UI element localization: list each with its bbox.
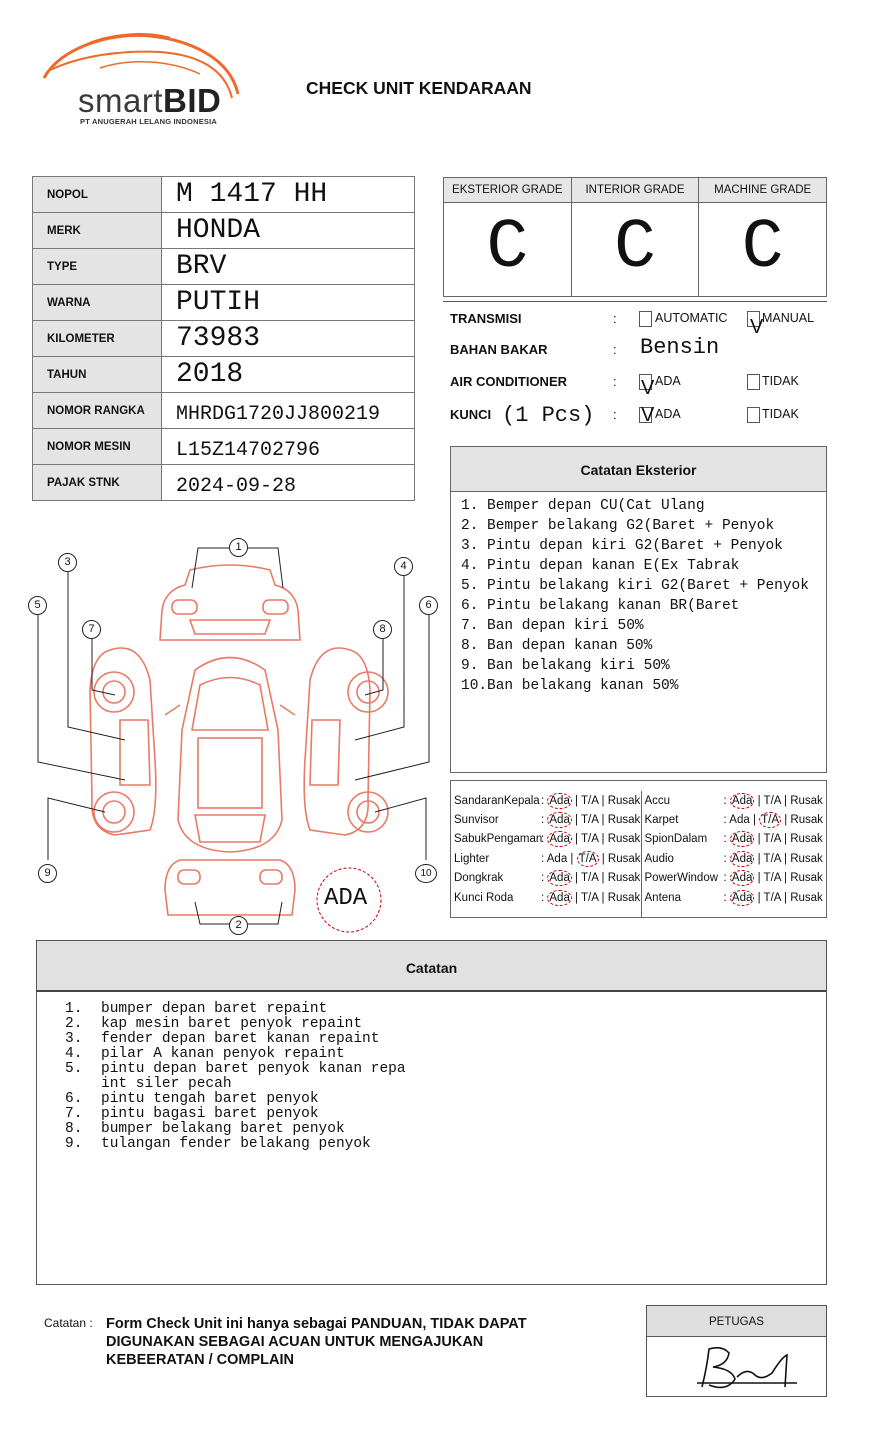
accessory-name: Audio — [644, 852, 674, 865]
divider — [443, 301, 827, 302]
item-number: 7. — [461, 618, 479, 634]
list-item — [461, 496, 826, 516]
item-number: 5. — [461, 578, 479, 594]
item-text: Ban belakang kanan 50% — [487, 678, 679, 694]
item-text: Pintu belakang kanan BR(Baret — [487, 598, 740, 614]
info-value: L15Z14702796 — [162, 429, 415, 465]
item-number: 2. — [461, 518, 479, 534]
footer-label: Catatan : — [44, 1316, 93, 1330]
ac-ada-label: ADA — [655, 374, 681, 388]
accessory-row — [642, 869, 826, 888]
info-label: TYPE — [33, 249, 162, 285]
item-text: pintu tengah baret penyok — [101, 1091, 319, 1107]
accessory-option[interactable]: Ada — [729, 814, 750, 827]
kunci-tidak-label: TIDAK — [762, 407, 799, 421]
item-text: bumper depan baret repaint — [101, 1001, 328, 1017]
accessory-name: SandaranKepala — [454, 794, 540, 807]
accessory-option[interactable]: Rusak — [790, 794, 823, 807]
kunci-ada-label: ADA — [655, 407, 681, 421]
item-number: 10. — [461, 678, 488, 694]
info-value: 2018 — [162, 357, 415, 393]
accessories-right-column — [642, 791, 826, 917]
item-text: Bemper depan CU(Cat Ulang — [487, 498, 705, 514]
accessory-option[interactable]: T/A — [763, 852, 781, 865]
accessory-row — [451, 888, 641, 907]
info-row — [33, 249, 415, 285]
accessory-name: Antena — [644, 891, 681, 904]
accessory-name: Kunci Roda — [454, 891, 514, 904]
list-item — [461, 636, 826, 656]
accessory-name: PowerWindow — [644, 872, 719, 885]
accessory-options: : Ada | T/A | Rusak — [541, 814, 641, 827]
list-item — [461, 676, 826, 696]
item-number: 8. — [461, 638, 479, 654]
colon: : — [613, 374, 617, 389]
accessory-name: Karpet — [644, 814, 679, 827]
accessory-row — [642, 888, 826, 907]
logo-wordmark: smartBID — [78, 82, 222, 119]
list-item — [461, 536, 826, 556]
accessory-option[interactable]: Ada — [731, 891, 753, 904]
exterior-notes-list — [451, 492, 826, 696]
item-number: 6. — [65, 1091, 83, 1107]
accessory-option[interactable]: T/A — [581, 814, 599, 827]
list-item — [461, 596, 826, 616]
info-row — [33, 465, 415, 501]
accessory-options: : Ada | T/A | Rusak — [723, 814, 824, 827]
item-number: 3. — [461, 538, 479, 554]
info-label: NOPOL — [33, 177, 162, 213]
accessory-option[interactable]: Ada — [546, 852, 568, 865]
footer-disclaimer: Form Check Unit ini hanya sebagai PANDUAN, TIDAK DAPAT DIGUNAKAN SEBAGAI ACUAN UNTUK MENGAJUKAN KEBEERATAN / COMPLAIN — [106, 1316, 527, 1368]
marker-8: 8 — [373, 620, 392, 639]
accessory-option[interactable]: Ada — [549, 891, 570, 904]
document-title: CHECK UNIT KENDARAAN — [306, 78, 532, 98]
accessory-option[interactable]: T/A — [763, 872, 781, 885]
item-text: Ban belakang kiri 50% — [487, 658, 670, 674]
marker-5: 5 — [28, 596, 47, 615]
exterior-notes-panel — [450, 446, 827, 773]
petugas-box — [646, 1305, 827, 1397]
accessory-row — [451, 791, 641, 810]
item-number: 2. — [65, 1016, 83, 1032]
accessory-option[interactable]: Ada — [731, 794, 753, 807]
accessory-name: Accu — [644, 794, 671, 807]
accessory-option[interactable]: T/A — [581, 872, 599, 885]
grade-value: C — [614, 209, 657, 288]
info-row — [33, 213, 415, 249]
info-row — [33, 285, 415, 321]
list-item — [65, 1002, 826, 1017]
accessory-option[interactable]: Rusak — [607, 833, 641, 846]
accessory-row — [642, 849, 826, 868]
info-label: KILOMETER — [33, 321, 162, 357]
accessory-row — [642, 791, 826, 810]
accessory-options: : Ada | T/A | Rusak — [723, 794, 823, 807]
accessory-name: SpionDalam — [644, 833, 708, 846]
info-label: NOMOR RANGKA — [33, 393, 162, 429]
info-label: TAHUN — [33, 357, 162, 393]
ac-label: AIR CONDITIONER — [450, 374, 567, 389]
item-text: Pintu depan kanan E(Ex Tabrak — [487, 558, 740, 574]
ac-tidak-label: TIDAK — [762, 374, 799, 388]
info-value: MHRDG1720JJ800219 — [162, 393, 415, 429]
info-row — [33, 177, 415, 213]
kunci-tidak-checkbox[interactable] — [747, 407, 760, 423]
accessory-option[interactable]: Rusak — [607, 852, 641, 865]
accessory-option[interactable]: Rusak — [607, 794, 641, 807]
accessory-option[interactable]: T/A — [581, 891, 599, 904]
marker-7: 7 — [82, 620, 101, 639]
grade-interior — [572, 178, 700, 296]
grade-exterior — [444, 178, 572, 296]
accessory-options: : Ada | T/A | Rusak — [541, 872, 641, 885]
grade-label: EKSTERIOR GRADE — [444, 178, 571, 203]
accessory-name: Lighter — [454, 852, 490, 865]
accessory-option[interactable]: T/A — [581, 794, 599, 807]
grade-label: MACHINE GRADE — [699, 178, 826, 203]
accessory-option[interactable]: T/A — [581, 833, 599, 846]
accessory-option[interactable]: Rusak — [607, 891, 641, 904]
info-row — [33, 393, 415, 429]
info-value: 2024-09-28 — [162, 465, 415, 501]
petugas-label: PETUGAS — [647, 1306, 826, 1337]
accessory-option[interactable]: Ada — [549, 794, 570, 807]
list-item — [65, 1107, 826, 1122]
bahan-bakar-label: BAHAN BAKAR — [450, 342, 548, 357]
accessory-options: : Ada | T/A | Rusak — [723, 891, 823, 904]
accessory-option[interactable]: T/A — [763, 794, 781, 807]
notes-list — [37, 992, 826, 1152]
info-label: NOMOR MESIN — [33, 429, 162, 465]
item-number: 7. — [65, 1106, 83, 1122]
accessory-options: : Ada | T/A | Rusak — [541, 833, 641, 846]
check-mark-icon: V — [641, 377, 655, 399]
logo-subtitle: PT ANUGERAH LELANG INDONESIA — [80, 117, 217, 126]
manual-label: MANUAL — [762, 311, 815, 325]
item-text: bumper belakang baret penyok — [101, 1121, 345, 1137]
accessory-option[interactable]: Rusak — [790, 852, 823, 865]
item-text: Pintu depan kiri G2(Baret + Penyok — [487, 538, 783, 554]
list-item — [461, 516, 826, 536]
car-damage-diagram — [20, 530, 445, 940]
accessory-option[interactable]: Rusak — [607, 814, 641, 827]
bahan-bakar-value: Bensin — [640, 335, 720, 360]
accessory-option[interactable]: Ada — [731, 852, 753, 865]
ac-tidak-checkbox[interactable] — [747, 374, 760, 390]
notes-title: Catatan — [37, 941, 826, 992]
grade-value: C — [486, 209, 529, 288]
accessories-panel — [450, 780, 827, 918]
accessory-option[interactable]: T/A — [763, 891, 781, 904]
accessory-row — [451, 830, 641, 849]
list-item — [461, 556, 826, 576]
info-value: M 1417 HH — [162, 177, 415, 213]
item-text: fender depan baret kanan repaint — [101, 1031, 380, 1047]
grade-label: INTERIOR GRADE — [572, 178, 699, 203]
info-value: BRV — [162, 249, 415, 285]
notes-panel — [36, 940, 827, 1285]
item-text: tulangan fender belakang penyok — [101, 1136, 371, 1152]
accessories-left-column — [451, 791, 642, 917]
accessory-option[interactable]: Ada — [549, 833, 570, 846]
accessory-name: SabukPengaman — [454, 833, 543, 846]
list-item — [65, 1017, 826, 1032]
car-outline — [90, 565, 388, 915]
accessory-row — [642, 810, 826, 829]
accessory-name: Sunvisor — [454, 814, 499, 827]
item-number: 9. — [461, 658, 479, 674]
accessory-options: : Ada | T/A | Rusak — [723, 852, 823, 865]
accessory-options: : Ada | T/A | Rusak — [723, 872, 823, 885]
accessory-row — [451, 849, 641, 868]
item-text: kap mesin baret penyok repaint — [101, 1016, 363, 1032]
item-text: Pintu belakang kiri G2(Baret + Penyok — [487, 578, 809, 594]
item-text: pintu bagasi baret penyok — [101, 1106, 319, 1122]
accessory-options: : Ada | T/A | Rusak — [541, 891, 641, 904]
item-number: 3. — [65, 1031, 83, 1047]
kunci-label: KUNCI — [450, 407, 492, 422]
info-label: PAJAK STNK — [33, 465, 162, 501]
stamp-text: ADA — [324, 885, 368, 912]
marker-leaders — [38, 548, 429, 924]
marker-1: 1 — [229, 538, 248, 557]
marker-6: 6 — [419, 596, 438, 615]
info-row — [33, 429, 415, 465]
check-mark-icon: V — [750, 316, 764, 338]
vehicle-info-table — [32, 176, 415, 501]
transmisi-label: TRANSMISI — [450, 311, 522, 326]
list-item — [65, 1032, 826, 1047]
automatic-label: AUTOMATIC — [655, 311, 728, 325]
accessory-row — [642, 830, 826, 849]
colon: : — [613, 311, 617, 326]
list-item — [65, 1137, 826, 1152]
marker-2: 2 — [229, 916, 248, 935]
info-value: 73983 — [162, 321, 415, 357]
list-item — [461, 656, 826, 676]
list-item — [461, 616, 826, 636]
accessory-option[interactable]: Ada — [731, 872, 753, 885]
item-text: pilar A kanan penyok repaint — [101, 1046, 345, 1062]
accessory-option[interactable]: Rusak — [607, 872, 641, 885]
item-text: Bemper belakang G2(Baret + Penyok — [487, 518, 775, 534]
accessory-row — [451, 869, 641, 888]
item-number: 4. — [65, 1046, 83, 1062]
accessory-option[interactable]: Rusak — [790, 891, 823, 904]
accessory-option[interactable]: T/A — [763, 833, 781, 846]
exterior-notes-title: Catatan Eksterior — [451, 447, 826, 492]
item-number: 4. — [461, 558, 479, 574]
info-row — [33, 321, 415, 357]
item-text: Ban depan kiri 50% — [487, 618, 644, 634]
list-item — [65, 1122, 826, 1137]
accessory-options: : Ada | T/A | Rusak — [541, 852, 641, 865]
colon: : — [613, 342, 617, 357]
info-value: PUTIH — [162, 285, 415, 321]
grade-machine — [699, 178, 826, 296]
accessory-option[interactable]: Ada — [549, 814, 570, 827]
item-number: 9. — [65, 1136, 83, 1152]
list-item — [65, 1062, 826, 1092]
marker-10: 10 — [415, 864, 437, 883]
marker-9: 9 — [38, 864, 57, 883]
info-row — [33, 357, 415, 393]
grade-table — [443, 177, 827, 297]
info-label: WARNA — [33, 285, 162, 321]
item-number: 1. — [65, 1001, 83, 1017]
accessory-options: : Ada | T/A | Rusak — [723, 833, 823, 846]
item-number: 5. — [65, 1061, 83, 1077]
item-text: Ban depan kanan 50% — [487, 638, 653, 654]
accessory-options: : Ada | T/A | Rusak — [541, 794, 641, 807]
item-number: 8. — [65, 1121, 83, 1137]
accessory-option[interactable]: Ada — [549, 872, 570, 885]
kunci-count: (1 Pcs) — [502, 403, 595, 428]
info-label: MERK — [33, 213, 162, 249]
item-number: 6. — [461, 598, 479, 614]
accessory-name: Dongkrak — [454, 872, 504, 885]
automatic-checkbox[interactable] — [639, 311, 652, 327]
list-item — [461, 576, 826, 596]
accessory-option[interactable]: Rusak — [790, 814, 824, 827]
signature-icon — [647, 1337, 826, 1396]
check-mark-icon: V — [641, 404, 655, 426]
list-item — [65, 1092, 826, 1107]
marker-3: 3 — [58, 553, 77, 572]
accessory-option[interactable]: Ada — [731, 833, 753, 846]
marker-4: 4 — [394, 557, 413, 576]
accessory-option[interactable]: Rusak — [790, 872, 823, 885]
item-number: 1. — [461, 498, 479, 514]
accessory-row — [451, 810, 641, 829]
grade-value: C — [741, 209, 784, 288]
item-text: pintu depan baret penyok kanan repa int siler pecah — [101, 1061, 406, 1092]
accessory-option[interactable]: T/A — [761, 814, 780, 827]
colon: : — [613, 407, 617, 422]
list-item — [65, 1047, 826, 1062]
accessory-option[interactable]: T/A — [578, 852, 597, 865]
accessory-option[interactable]: Rusak — [790, 833, 823, 846]
info-value: HONDA — [162, 213, 415, 249]
